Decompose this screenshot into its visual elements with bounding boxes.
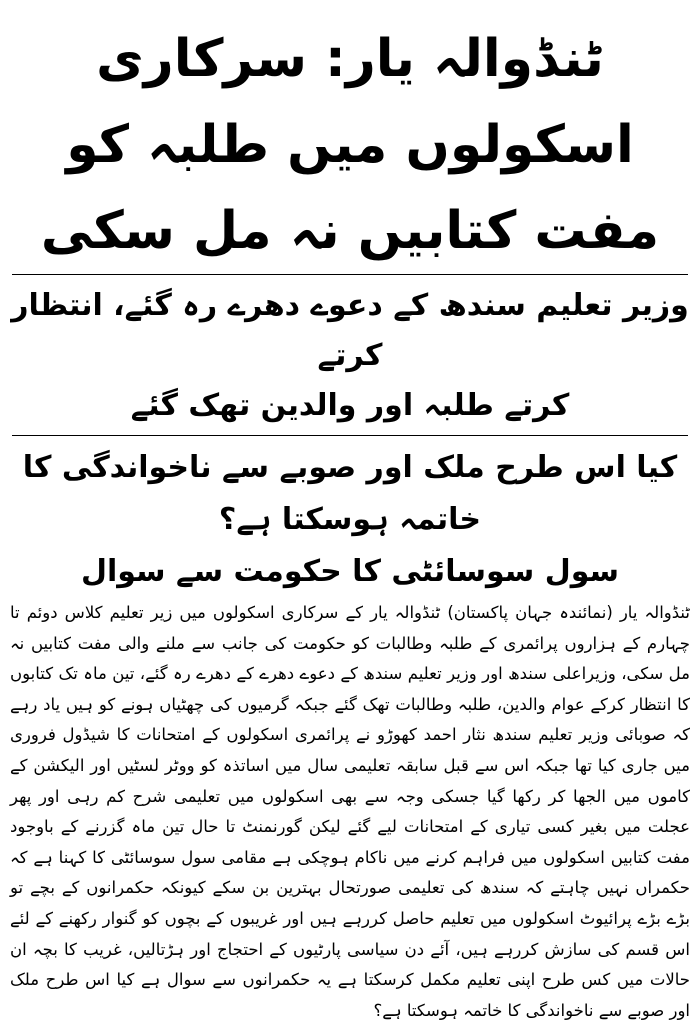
headline-line-1: ٹنڈوالہ یار: سرکاری اسکولوں میں طلبہ کو — [66, 29, 634, 175]
article-body: ٹنڈوالہ یار (نمائندہ جہان پاکستان) ٹنڈوالہ یار کے سرکاری اسکولوں میں زیر تعلیم کلاس دوئم تا چہارم کے ہزاروں پرائمری کے طلبہ وطالبات کو حکومت کی جانب سے ملنے والی مفت کتابیں نہ مل سکی، وزیراعلی سندھ اور وزیر تعلیم سندھ کے دعوے دھرے کے دھرے رہ گئے، تین ماہ تک کتابوں کا انتظار کرکے عوام والدین، طلبہ وطالبات تھک گئے جبکہ گرمیوں کی چھٹیاں ہونے کو ہیں یاد رہے کہ صوبائی وزیر تعلیم سندھ نثار احمد کھوڑو نے پرائمری اسکولوں کے امتحانات کا شیڈول فروری میں جاری کیا تھا جبکہ اس سے قبل سابقہ تعلیمی سال میں اساتذہ کو ووٹر لسٹیں اور الیکشن کے کاموں میں الجھا کر رکھا گیا جسکی وجہ سے بھی اسکولوں میں تعلیمی شرح کم رہی اور پھر عجلت میں بغیر کسی تیاری کے امتحانات لیے گئے لیکن گورنمنٹ تا حال تین ماہ گزرنے کے باوجود مفت کتابیں اسکولوں میں فراہم کرنے میں ناکام ہوچکی ہے مقامی سول سوسائٹی کا کہنا ہے کہ حکمراں نہیں چاہتے کہ سندھ کی تعلیمی صورتحال بہترین بن سکے کیونکہ حکمرانوں کے بچے تو بڑے بڑے پرائیوٹ اسکولوں میں تعلیم حاصل کررہے ہیں اور غریبوں کے بچوں کو گنوار رکھنے کے لئے اس قسم کی سازش کررہے ہیں، آئے دن سیاسی پارٹیوں کے احتجاج اور ہڑتالیں، غریب کا بچہ ان حالات میں کس طرح اپنی تعلیم مکمل کرسکتا ہے یہ حکمرانوں سے سوال ہے کیا اس طرح ملک اور صوبے سے ناخواندگی کا خاتمہ ہوسکتا ہے؟ — [10, 603, 690, 1020]
subheadline-line-2: کرتے طلبہ اور والدین تھک گئے — [130, 388, 570, 423]
headline-block — [8, 0, 692, 274]
question-line-2: سول سوسائٹی کا حکومت سے سوال — [80, 554, 620, 589]
headline-line-2: مفت کتابیں نہ مل سکی — [40, 201, 660, 261]
question-block — [8, 436, 692, 598]
subheadline-line-1: وزیر تعلیم سندھ کے دعوے دھرے رہ گئے، انتظار کرتے — [11, 288, 689, 373]
question-line-1: کیا اس طرح ملک اور صوبے سے ناخواندگی کا خاتمہ ہوسکتا ہے؟ — [22, 450, 678, 537]
subheadline-block — [8, 275, 692, 435]
